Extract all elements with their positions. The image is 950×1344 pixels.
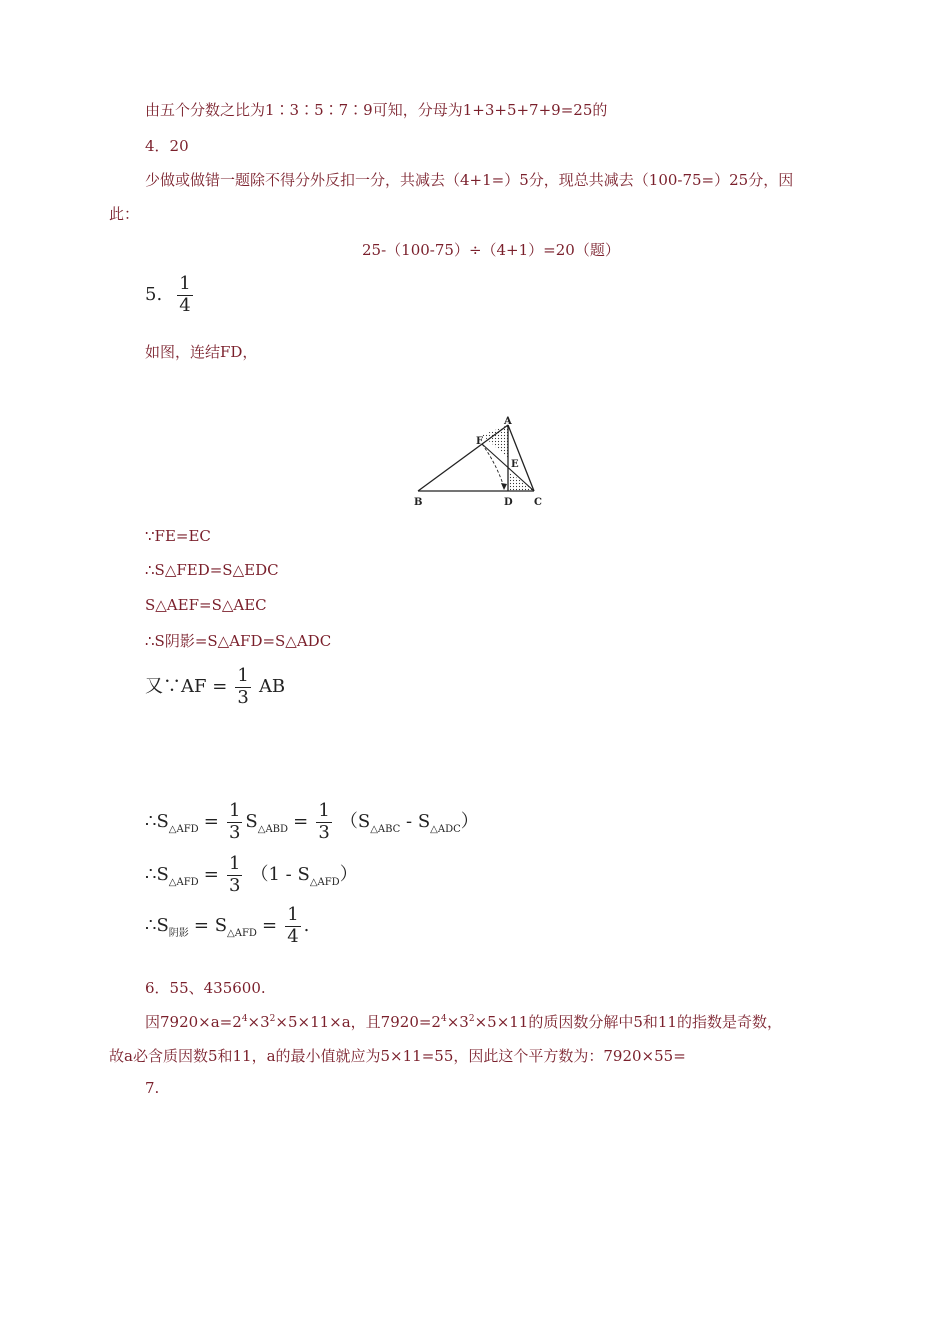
- eq2-sub3: △ABC: [370, 823, 401, 835]
- fraction-one-quarter: [177, 275, 192, 316]
- eq2-fraction-2: [316, 802, 331, 843]
- arrowhead: [501, 483, 507, 490]
- eq3-den: 3: [228, 874, 241, 896]
- l19-exp3: 4: [440, 1014, 447, 1024]
- eq3-close: ）: [339, 863, 358, 885]
- fraction-numerator: 1: [179, 273, 191, 294]
- eq4-mid: = S: [193, 914, 228, 936]
- l19-a: 因7920×a=2: [145, 1013, 242, 1031]
- because-fe-ec: ∵FE=EC: [145, 527, 211, 545]
- label-f: F: [476, 436, 484, 447]
- equation-s-afd: [145, 802, 479, 843]
- eq2-den2: 3: [318, 821, 330, 843]
- equation-s-afd-2: [145, 855, 358, 896]
- eq2-sub2: △ABD: [257, 823, 289, 835]
- eq2-den1: 3: [228, 821, 241, 843]
- l19-exp1: 4: [241, 1014, 248, 1024]
- eq3-fraction: [227, 855, 242, 896]
- eq3-prefix: ∴S: [145, 863, 169, 885]
- label-c: C: [534, 497, 542, 508]
- eq2-prefix: ∴S: [145, 810, 169, 832]
- label-b: B: [414, 497, 423, 508]
- answer-5: [145, 275, 196, 316]
- text-line-20: 故a必含质因数5和11，a的最小值就应为5×11=55，因此这个平方数为：7920×55=: [109, 1047, 686, 1065]
- eq2-paren-close: ）: [460, 810, 479, 832]
- eq2-num2: 1: [318, 800, 330, 821]
- eq1-prefix: 又∵AF =: [145, 675, 228, 697]
- answer-5-number: 5.: [145, 283, 163, 305]
- answer-7: 7.: [145, 1079, 160, 1097]
- eq2-sub4: △ADC: [430, 823, 461, 835]
- eq2-minus: - S: [400, 810, 431, 832]
- eq2-equals-2: =: [293, 810, 309, 832]
- equation-centered: 25-（100-75）÷（4+1）=20（题）: [362, 241, 620, 259]
- eq2-paren-open: （S: [339, 810, 371, 832]
- text-line-1: 由五个分数之比为1∶3∶5∶7∶9可知，分母为1+3+5+7+9=25的: [145, 101, 608, 119]
- eq1-denominator: 3: [237, 686, 249, 708]
- l19-d: ×3: [446, 1013, 469, 1031]
- label-d: D: [504, 497, 513, 508]
- l19-c: ×5×11×a，且7920=2: [275, 1013, 441, 1031]
- l19-exp2: 2: [269, 1014, 276, 1024]
- eq4-sub1: 阴影: [168, 927, 189, 939]
- text-line-7: 如图，连结FD，: [145, 343, 258, 361]
- eq1-numerator: 1: [237, 665, 249, 686]
- label-e: E: [511, 459, 519, 470]
- triangle-figure: [410, 413, 550, 513]
- text-line-4: 此：: [109, 205, 140, 223]
- text-line-19: [145, 1011, 782, 1032]
- eq4-end: .: [303, 914, 310, 936]
- therefore-shaded: ∴S阴影=S△AFD=S△ADC: [145, 632, 332, 650]
- eq4-num: 1: [287, 904, 299, 925]
- eq3-equals: =: [203, 863, 219, 885]
- eq1-fraction: [235, 667, 250, 708]
- segment-ba: [418, 425, 508, 491]
- eq2-equals: =: [203, 810, 219, 832]
- eq3-num: 1: [228, 853, 241, 874]
- l19-exp4: 2: [468, 1014, 475, 1024]
- eq4-sub2: △AFD: [227, 927, 257, 939]
- eq3-paren: （1 - S: [250, 863, 310, 885]
- eq4-prefix: ∴S: [145, 914, 169, 936]
- eq4-fraction: [285, 906, 300, 947]
- label-a: A: [504, 416, 512, 427]
- eq2-s2: S: [245, 810, 258, 832]
- answer-4: 4．20: [145, 137, 189, 155]
- eq3-sub1: △AFD: [168, 876, 199, 888]
- eq2-fraction-1: [227, 802, 242, 843]
- eq3-sub2: △AFD: [309, 876, 340, 888]
- text-line-3: 少做或做错一题除不得分外反扣一分，共减去（4+1=）5分，现总共减去（100-75=）25分，因: [145, 171, 794, 189]
- answer-6: 6．55、435600.: [145, 979, 266, 997]
- fraction-denominator: 4: [179, 294, 191, 316]
- equation-af-ab: [145, 667, 285, 708]
- l19-f: ×5×11的质因数分解中5和11的指数是奇数，: [474, 1013, 782, 1031]
- eq4-den: 4: [287, 925, 299, 947]
- eq2-sub1: △AFD: [168, 823, 199, 835]
- eq4-equals: =: [262, 914, 278, 936]
- eq1-suffix: AB: [258, 675, 286, 697]
- l19-b: ×3: [247, 1013, 270, 1031]
- equation-shaded-quarter: [145, 906, 309, 947]
- eq2-num1: 1: [228, 800, 241, 821]
- aef-aec: S△AEF=S△AEC: [145, 596, 267, 614]
- therefore-fed-edc: ∴S△FED=S△EDC: [145, 561, 279, 579]
